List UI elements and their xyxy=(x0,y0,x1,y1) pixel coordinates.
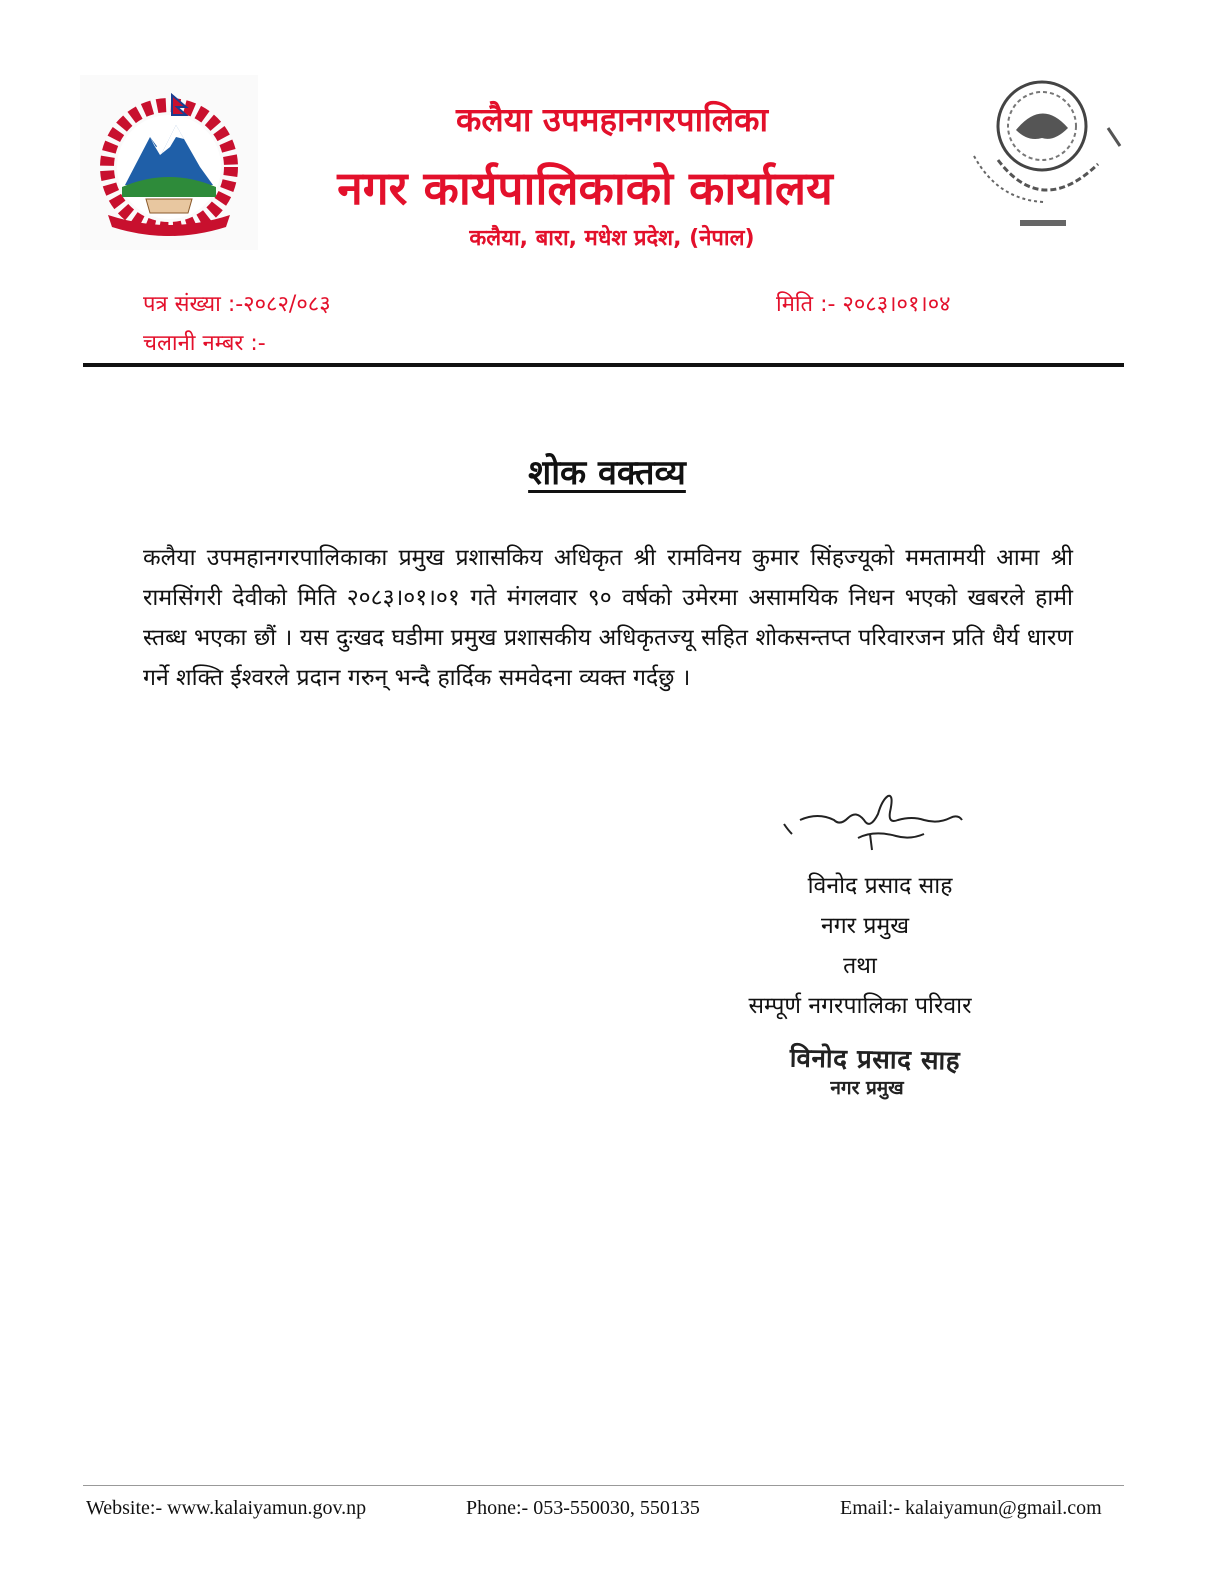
stamp-position: नगर प्रमुख xyxy=(830,1077,904,1099)
stamp-name: विनोद प्रसाद साह xyxy=(789,1043,961,1077)
letter-number: पत्र संख्या :-२०८२/०८३ xyxy=(143,292,331,317)
footer-website: Website:- www.kalaiyamun.gov.np xyxy=(86,1497,367,1519)
dispatch-number: चलानी नम्बर :- xyxy=(143,331,266,356)
signatory-conjunction: तथा xyxy=(843,953,877,979)
letter-body: कलैया उपमहानगरपालिकाका प्रमुख प्रशासकिय अधिकृत श्री रामविनय कुमार सिंहज्यूको ममतामयी आमा श्री रामसिंगरी देवीको मिति २०८३।०१।०१ गते मंगलवार ९० वर्षको उमेरमा असामयिक निधन भएको खबरले हामी स्तब्ध भएका छौं । यस दुःखद घडीमा प्रमुख प्रशासकीय अधिकृतज्यू सहित शोकसन्तप्त परिवारजन प्रति धैर्य धारण गर्ने शक्ति ईश्वरले प्रदान गरुन् भन्दै हार्दिक समवेदना व्यक्त गर्दछु । xyxy=(143,545,1073,691)
header-divider xyxy=(83,363,1124,367)
footer-email: Email:- kalaiyamun@gmail.com xyxy=(840,1497,1102,1519)
signatory-position: नगर प्रमुख xyxy=(820,913,910,939)
signatory-family: सम्पूर्ण नगरपालिका परिवार xyxy=(748,993,972,1019)
municipality-name-heading: कलैया उपमहानगरपालिका xyxy=(455,100,769,139)
name-stamp xyxy=(760,1040,990,1100)
signatory-name: विनोद प्रसाद साह xyxy=(807,873,953,899)
letter-date: मिति :- २०८३।०१।०४ xyxy=(776,292,951,317)
handwritten-signature xyxy=(778,790,968,860)
signatory-block xyxy=(690,866,1030,1026)
office-name-heading: नगर कार्यपालिकाको कार्यालय xyxy=(337,161,833,215)
letter-title: शोक वक्तव्य xyxy=(528,453,686,493)
footer-phone: Phone:- 053-550030, 550135 xyxy=(466,1497,700,1519)
footer-divider xyxy=(83,1485,1124,1486)
office-address: कलैया, बारा, मधेश प्रदेश, (नेपाल) xyxy=(469,226,755,251)
